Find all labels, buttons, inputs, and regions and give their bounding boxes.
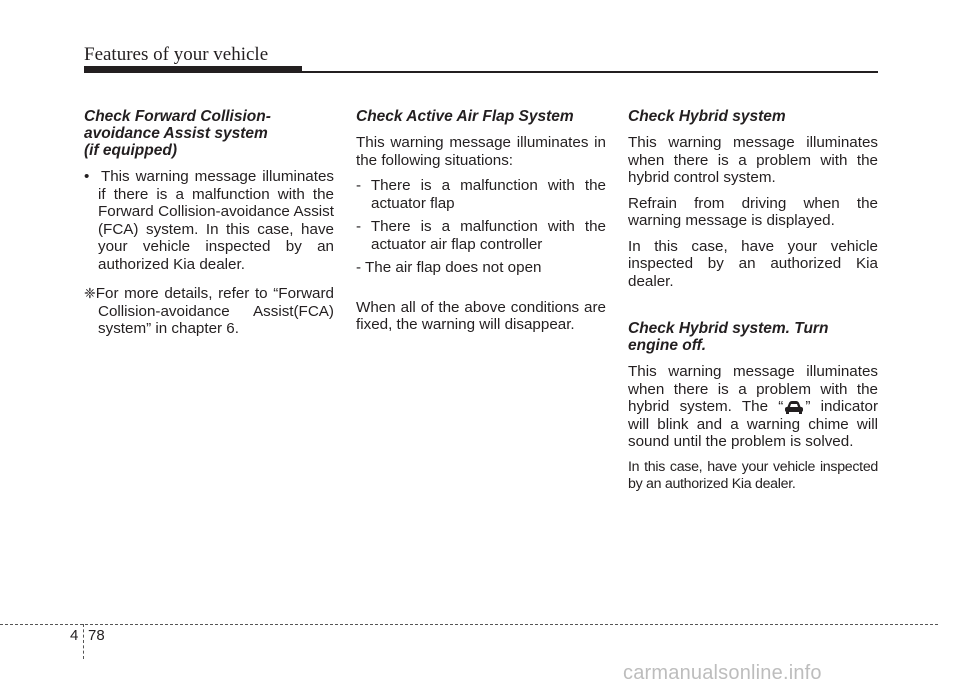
fca-bullet	[84, 168, 334, 273]
air-flap-closing: When all of the above conditions are fixed, the warning will disappear.	[356, 298, 606, 333]
fca-title-line2: avoidance Assist system	[84, 125, 268, 142]
air-flap-section-title: Check Active Air Flap System	[356, 108, 574, 125]
column-hybrid	[628, 108, 878, 502]
page-header-title: Features of your vehicle	[84, 44, 269, 65]
air-flap-intro: This warning message illuminates in the following situations:	[356, 134, 606, 169]
hybrid-turn-off-title-line2: engine off.	[628, 337, 707, 354]
hybrid-turn-off-p1	[628, 363, 878, 451]
note-mark-icon: ❈	[84, 285, 96, 301]
hybrid-p3: In this case, have your vehicle inspected by an authorized Kia dealer.	[628, 237, 878, 290]
hybrid-section-title: Check Hybrid system	[628, 108, 786, 125]
hybrid-turn-off-section-title	[628, 320, 878, 354]
air-flap-item-2: - There is a malfunction with the actuator air flap controller	[356, 218, 606, 253]
fca-title-line3: (if equipped)	[84, 142, 177, 159]
chapter-number: 4	[70, 627, 79, 644]
hybrid-turn-off-p2: In this case, have your vehicle inspected by an authorized Kia dealer.	[628, 458, 878, 492]
watermark: carmanualsonline.info	[623, 662, 822, 684]
air-flap-item-3: - The air flap does not open	[356, 259, 542, 276]
air-flap-item-1: - There is a malfunction with the actuator flap	[356, 177, 606, 212]
header-rule	[84, 71, 878, 73]
footer-divider	[83, 624, 84, 659]
fca-note-text: For more details, refer to “Forward Collision-avoidance Assist(FCA) system” in chapter 6.	[95, 285, 334, 337]
footer-rule	[0, 624, 938, 625]
hybrid-p2: Refrain from driving when the warning message is displayed.	[628, 194, 878, 229]
fca-section-title	[84, 108, 334, 159]
hybrid-turn-off-p1-start: This warning message illuminates when there is a problem with the hybrid system. The “	[628, 363, 878, 415]
fca-bullet-text: This warning message illuminates if there is a malfunction with the Forward Collision-avoidance Assist (FCA) system. In this case, have your vehicle inspected by an authorized Kia dealer.	[98, 168, 334, 273]
column-air-flap	[356, 108, 606, 342]
hybrid-p1: This warning message illuminates when there is a problem with the hybrid control system.	[628, 134, 878, 186]
column-fca	[84, 108, 334, 338]
fca-note	[84, 285, 334, 338]
page-number: 78	[88, 627, 105, 644]
fca-title-line1: Check Forward Collision-	[84, 108, 271, 125]
hybrid-turn-off-p1-end: ” indicator will blink and a warning chime will sound until the problem is solved.	[628, 398, 878, 450]
hybrid-turn-off-title-line1: Check Hybrid system. Turn	[628, 320, 829, 337]
bullet-mark: •	[84, 168, 90, 185]
hybrid-car-indicator-icon	[783, 399, 805, 415]
